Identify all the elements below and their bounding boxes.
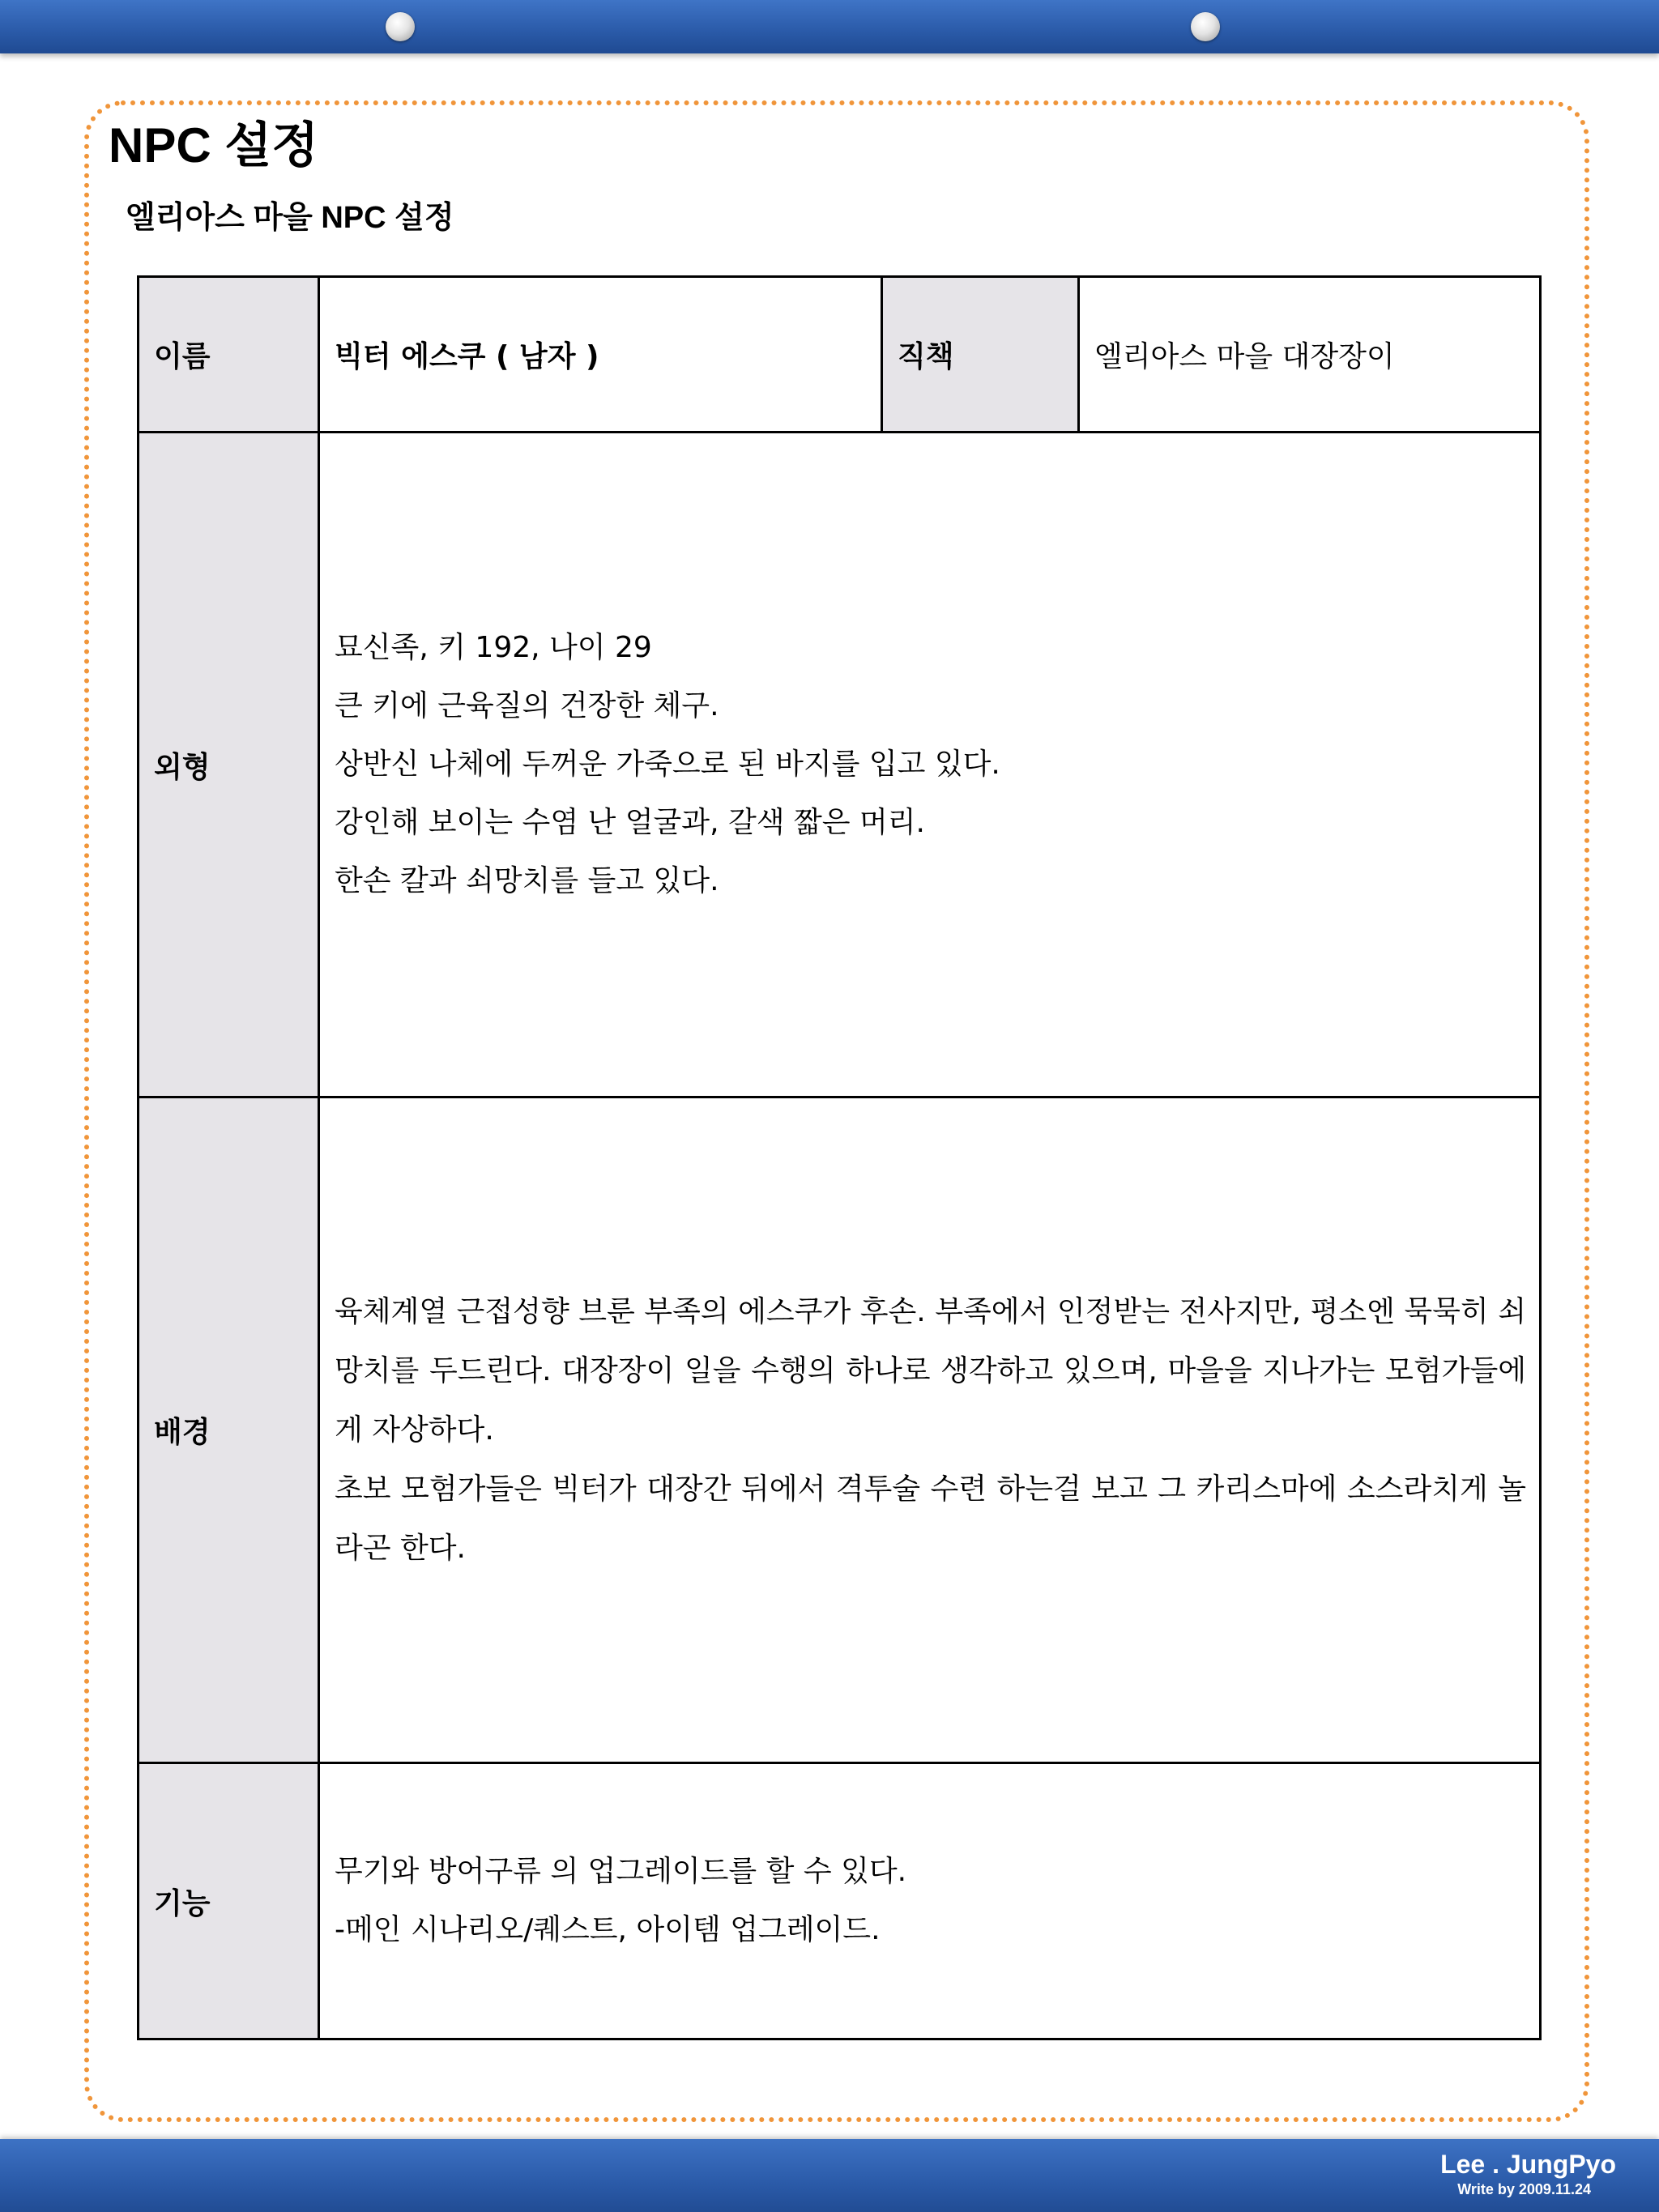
appearance-line: 묘신족, 키 192, 나이 29 [335,631,652,664]
appearance-cell [319,433,1541,1097]
name-value: 빅터 에스쿠 ( 남자 ) [319,277,882,433]
table-row [139,433,1541,1097]
appearance-text [335,619,1539,910]
function-cell [319,1763,1541,2039]
role-label: 직책 [882,277,1079,433]
background-paragraph: 초보 모험가들은 빅터가 대장간 뒤에서 격투술 수련 하는걸 보고 그 카리스마에 소스라치게 놀라곤 한다. [335,1473,1526,1565]
name-label: 이름 [139,277,319,433]
background-label: 배경 [139,1097,319,1763]
top-header-bar [0,0,1659,53]
section-subtitle: 엘리아스 마을 NPC 설정 [126,201,454,235]
appearance-line: 큰 키에 근육질의 건장한 체구. [335,689,719,722]
function-label: 기능 [139,1763,319,2039]
appearance-line: 상반신 나체에 두꺼운 가죽으로 된 바지를 입고 있다. [335,748,1000,781]
appearance-line: 강인해 보이는 수염 난 얼굴과, 갈색 짧은 머리. [335,806,925,839]
function-text [335,1843,1539,1959]
table-row [139,277,1541,433]
function-line: -메인 시나리오/퀘스트, 아이템 업그레이드. [335,1913,881,1946]
author-name: Lee . JungPyo [1440,2150,1616,2179]
background-paragraph: 육체계열 근접성향 브룬 부족의 에스쿠가 후손. 부족에서 인정받는 전사지만, 평소엔 묵묵히 쇠망치를 두드린다. 대장장이 일을 수행의 하나로 생각하고 있으며, 마을을 지나가는 모험가들에게 자상하다. [335,1295,1526,1447]
binder-ring-icon [386,12,415,41]
table-row [139,1763,1541,2039]
background-cell [319,1097,1541,1763]
npc-info-table [137,275,1542,2040]
binder-ring-icon [1191,12,1220,41]
appearance-line: 한손 칼과 쇠망치를 들고 있다. [335,864,719,897]
page-title: NPC 설정 [109,118,319,173]
background-text [335,1282,1539,1578]
footer-bar [0,2139,1659,2212]
role-value: 엘리아스 마을 대장장이 [1079,277,1541,433]
write-date: Write by 2009.11.24 [1457,2181,1591,2197]
function-line: 무기와 방어구류 의 업그레이드를 할 수 있다. [335,1855,907,1888]
table-row [139,1097,1541,1763]
appearance-label: 외형 [139,433,319,1097]
